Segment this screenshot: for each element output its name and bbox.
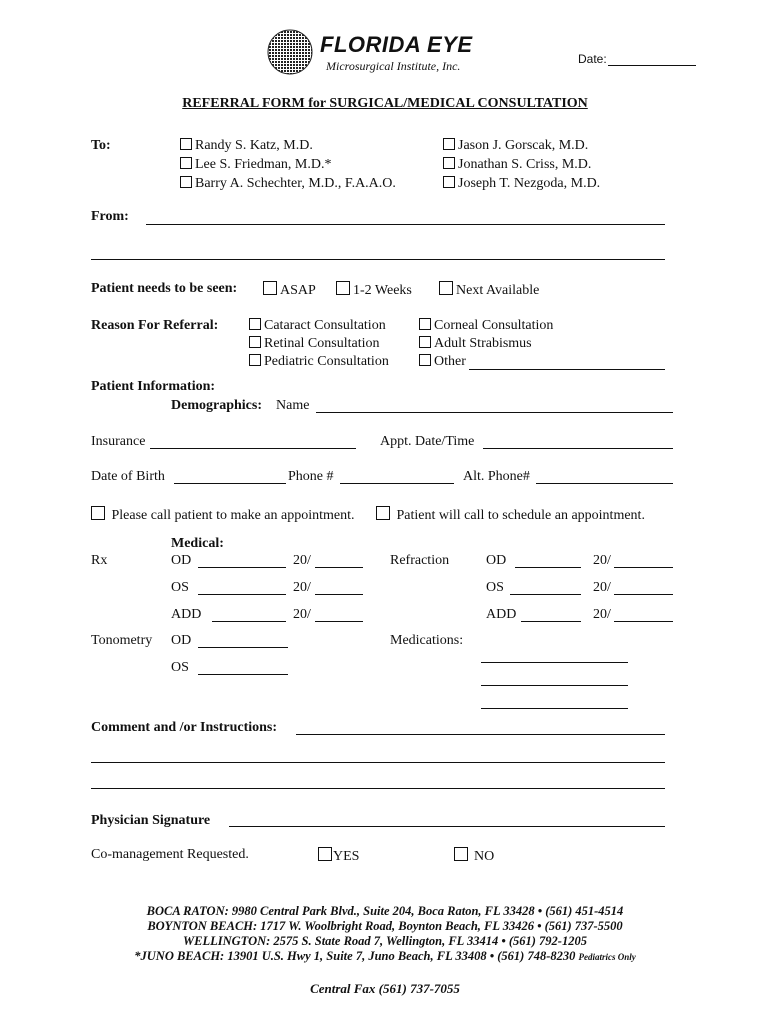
insurance-label: Insurance	[91, 434, 146, 449]
appt-label: Appt. Date/Time	[380, 434, 475, 449]
footer-juno-note: Pediatrics Only	[578, 952, 636, 962]
ref-add-20: 20/	[593, 607, 611, 622]
from-line[interactable]	[146, 224, 665, 225]
medical-heading: Medical:	[171, 536, 224, 551]
tono-os-line[interactable]	[198, 674, 288, 675]
seen-label: Patient needs to be seen:	[91, 281, 238, 296]
checkbox[interactable]	[318, 847, 332, 861]
footer-boca: BOCA RATON: 9980 Central Park Blvd., Suite 204, Boca Raton, FL 33428 • (561) 451-4514	[146, 904, 624, 918]
alt-phone-line[interactable]	[536, 483, 673, 484]
comment-line-1[interactable]	[296, 734, 665, 735]
checkbox[interactable]	[443, 138, 455, 150]
footer-boynton: BOYNTON BEACH: 1717 W. Woolbright Road, Boynton Beach, FL 33426 • (561) 737-5500	[147, 919, 623, 933]
rx-add-label: ADD	[171, 607, 202, 622]
footer-juno-address: *JUNO BEACH: 13901 U.S. Hwy 1, Suite 7, Juno Beach, FL 33408 • (561) 748-8230	[134, 949, 576, 963]
medications-line-1[interactable]	[481, 662, 628, 663]
reason-option[interactable]: Cataract Consultation	[249, 318, 386, 334]
footer-juno	[0, 949, 770, 964]
logo-subtitle: Microsurgical Institute, Inc.	[326, 59, 461, 73]
doctor-name: Barry A. Schechter, M.D., F.A.A.O.	[195, 176, 396, 191]
to-label: To:	[91, 138, 111, 153]
comment-line-2[interactable]	[91, 762, 665, 763]
seen-option-asap[interactable]: ASAP	[263, 281, 316, 299]
rx-od-20: 20/	[293, 553, 311, 568]
date-label: Date:	[578, 52, 607, 66]
doctor-checkbox-row[interactable]	[180, 138, 313, 154]
reason-option[interactable]: Retinal Consultation	[249, 336, 380, 352]
globe-logo-icon	[266, 28, 314, 76]
reason-option[interactable]: Pediatric Consultation	[249, 354, 389, 370]
date-line[interactable]	[608, 65, 696, 66]
signature-label: Physician Signature	[91, 813, 211, 828]
comanage-no-option[interactable]: NO	[454, 847, 494, 865]
other-line[interactable]	[469, 369, 665, 370]
ref-os-line[interactable]	[510, 594, 581, 595]
medications-line-3[interactable]	[481, 708, 628, 709]
rx-os-label: OS	[171, 580, 189, 595]
alt-phone-label: Alt. Phone#	[463, 469, 530, 484]
dob-line[interactable]	[174, 483, 286, 484]
doctor-checkbox-row[interactable]	[443, 138, 588, 154]
checkbox[interactable]	[249, 318, 261, 330]
checkbox[interactable]	[443, 157, 455, 169]
phone-line[interactable]	[340, 483, 454, 484]
rx-add-20-line[interactable]	[315, 621, 363, 622]
tono-od-label: OD	[171, 633, 192, 648]
rx-os-20: 20/	[293, 580, 311, 595]
name-line[interactable]	[316, 412, 673, 413]
checkbox[interactable]	[443, 176, 455, 188]
reason-option[interactable]: Adult Strabismus	[419, 336, 532, 352]
ref-add-label: ADD	[486, 607, 517, 622]
ref-od-line[interactable]	[515, 567, 581, 568]
doctor-checkbox-row[interactable]	[443, 176, 600, 192]
comment-label: Comment and /or Instructions:	[91, 720, 278, 735]
rx-add-line[interactable]	[212, 621, 286, 622]
name-label: Name	[276, 398, 310, 413]
checkbox[interactable]	[249, 336, 261, 348]
logo	[266, 28, 566, 76]
comanage-yes-option[interactable]: YES	[318, 847, 359, 865]
patient-info-heading: Patient Information:	[91, 379, 216, 394]
checkbox[interactable]	[180, 176, 192, 188]
ref-od-20: 20/	[593, 553, 611, 568]
medications-label: Medications:	[390, 633, 464, 648]
footer-fax: Central Fax (561) 737-7055	[310, 981, 460, 996]
doctor-name: Jonathan S. Criss, M.D.	[458, 157, 592, 172]
phone-label: Phone #	[288, 469, 334, 484]
doctor-name: Randy S. Katz, M.D.	[195, 138, 313, 153]
doctor-name: Lee S. Friedman, M.D.*	[195, 157, 332, 172]
reason-option-other[interactable]: Other	[419, 354, 466, 370]
doctor-name: Jason J. Gorscak, M.D.	[458, 138, 589, 153]
ref-os-label: OS	[486, 580, 504, 595]
date-field	[578, 52, 607, 66]
call-patient-option[interactable]: Please call patient to make an appointment.	[91, 506, 354, 524]
appt-line[interactable]	[483, 448, 673, 449]
checkbox[interactable]	[91, 506, 105, 520]
checkbox[interactable]	[336, 281, 350, 295]
doctor-name: Joseph T. Nezgoda, M.D.	[458, 176, 601, 191]
ref-os-20-line[interactable]	[614, 594, 673, 595]
seen-option-1-2-weeks[interactable]: 1-2 Weeks	[336, 281, 412, 299]
medications-line-2[interactable]	[481, 685, 628, 686]
doctor-checkbox-row[interactable]	[443, 157, 591, 173]
doctor-checkbox-row[interactable]	[180, 176, 396, 192]
checkbox[interactable]	[454, 847, 468, 861]
seen-option-next-available[interactable]: Next Available	[439, 281, 539, 299]
ref-od-label: OD	[486, 553, 507, 568]
tonometry-label: Tonometry	[91, 633, 153, 648]
checkbox[interactable]	[249, 354, 261, 366]
ref-od-20-line[interactable]	[614, 567, 673, 568]
ref-add-20-line[interactable]	[614, 621, 673, 622]
reason-label: Reason For Referral:	[91, 318, 219, 333]
logo-name: FLORIDA EYE	[320, 32, 473, 57]
ref-os-20: 20/	[593, 580, 611, 595]
from-label: From:	[91, 209, 129, 224]
rx-od-label: OD	[171, 553, 192, 568]
checkbox[interactable]	[263, 281, 277, 295]
comment-line-3[interactable]	[91, 788, 665, 789]
patient-will-call-option[interactable]: Patient will call to schedule an appointment.	[376, 506, 645, 524]
rx-label: Rx	[91, 553, 108, 568]
rx-add-20: 20/	[293, 607, 311, 622]
rx-od-20-line[interactable]	[315, 567, 363, 568]
checkbox[interactable]	[180, 138, 192, 150]
tono-os-label: OS	[171, 660, 189, 675]
footer-wellington: WELLINGTON: 2575 S. State Road 7, Wellington, FL 33414 • (561) 792-1205	[183, 934, 587, 948]
checkbox[interactable]	[376, 506, 390, 520]
rx-os-20-line[interactable]	[315, 594, 363, 595]
checkbox[interactable]	[439, 281, 453, 295]
reason-option[interactable]: Corneal Consultation	[419, 318, 553, 334]
checkbox[interactable]	[419, 336, 431, 348]
checkbox[interactable]	[419, 318, 431, 330]
checkbox[interactable]	[419, 354, 431, 366]
form-title: REFERRAL FORM for SURGICAL/MEDICAL CONSULTATION	[182, 96, 588, 111]
demographics-label: Demographics:	[171, 398, 262, 413]
ref-add-line[interactable]	[521, 621, 581, 622]
tono-od-line[interactable]	[198, 647, 288, 648]
insurance-line[interactable]	[150, 448, 356, 449]
comanage-label: Co-management Requested.	[91, 847, 249, 862]
rx-os-line[interactable]	[198, 594, 286, 595]
rx-od-line[interactable]	[198, 567, 286, 568]
signature-line[interactable]	[229, 826, 665, 827]
from-line-2[interactable]	[91, 259, 665, 260]
refraction-label: Refraction	[390, 553, 450, 568]
dob-label: Date of Birth	[91, 469, 165, 484]
checkbox[interactable]	[180, 157, 192, 169]
doctor-checkbox-row[interactable]	[180, 157, 331, 173]
